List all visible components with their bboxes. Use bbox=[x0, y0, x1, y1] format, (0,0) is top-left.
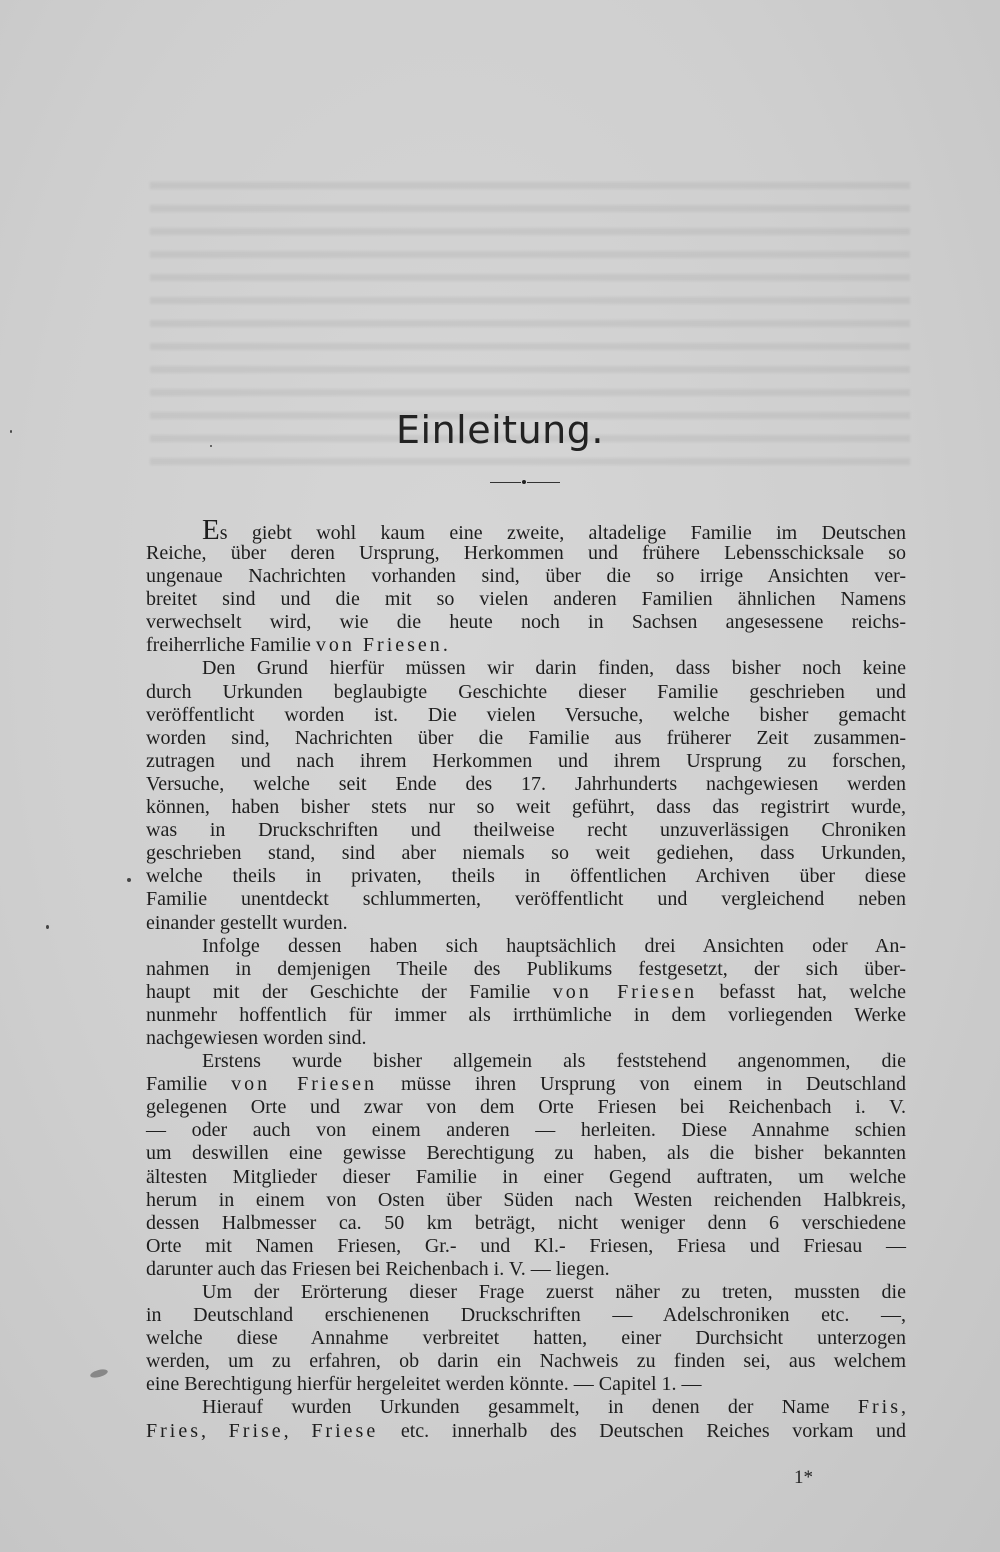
text-line bbox=[146, 1027, 906, 1050]
text-run: Hierauf wurden Urkunden gesammelt, in denen der Name bbox=[202, 1396, 858, 1419]
text-run: nunmehr hoffentlich für immer als irrthümliche in dem vorliegenden Werke bbox=[146, 1003, 906, 1026]
text-line bbox=[146, 842, 906, 865]
text-run: um deswillen eine gewisse Berechtigung zu haben, als die bisher bekannten bbox=[146, 1142, 906, 1165]
ink-speck bbox=[210, 445, 212, 447]
text-run: darunter auch das Friesen bei Reichenbach i. V. — liegen. bbox=[146, 1257, 610, 1280]
ink-speck bbox=[127, 878, 131, 882]
text-run: Infolge dessen haben sich hauptsächlich drei Ansichten oder An- bbox=[202, 934, 906, 957]
spaced-name: Frise bbox=[228, 1419, 284, 1442]
text-run: welche theils in privaten, theils in öffentlichen Archiven über diese bbox=[146, 865, 906, 888]
text-run: breitet sind und die mit so vielen anderen Familien ähnlichen Namens bbox=[146, 588, 906, 611]
text-line bbox=[146, 935, 906, 958]
text-line bbox=[146, 1396, 906, 1419]
text-line bbox=[146, 588, 906, 611]
text-run: , bbox=[201, 1419, 229, 1442]
text-run: nahmen in demjenigen Theile des Publikums festgesetzt, der sich über- bbox=[146, 957, 906, 980]
signature-mark: 1* bbox=[794, 1467, 813, 1488]
ink-speck bbox=[46, 925, 49, 929]
text-line bbox=[146, 1189, 906, 1212]
text-line bbox=[146, 1327, 906, 1350]
text-run: Den Grund hierfür müssen wir darin finden, dass bisher noch keine bbox=[202, 657, 906, 680]
text-run: verwechselt wird, wie die heute noch in Sachsen angesessene reichs- bbox=[146, 611, 906, 634]
initial-letter: E bbox=[202, 514, 220, 546]
text-run: . bbox=[442, 634, 448, 657]
text-line bbox=[146, 681, 906, 704]
text-run: etc. innerhalb des Deutschen Reiches vorkam und bbox=[378, 1419, 907, 1442]
text-line bbox=[146, 1235, 906, 1258]
text-line bbox=[146, 565, 906, 588]
text-run: befasst hat, welche bbox=[697, 980, 906, 1003]
text-run: , bbox=[283, 1419, 312, 1442]
paragraph bbox=[146, 1050, 906, 1281]
text-run: nachgewiesen worden sind. bbox=[146, 1026, 367, 1049]
text-run: eine Berechtigung hierfür hergeleitet werden könnte. — Capitel 1. — bbox=[146, 1373, 702, 1396]
text-run: einander gestellt wurden. bbox=[146, 911, 348, 934]
spaced-name: Fris bbox=[857, 1396, 901, 1419]
text-line bbox=[146, 727, 906, 750]
text-run: geschrieben stand, sind aber niemals so weit gediehen, dass Urkunden, bbox=[146, 842, 906, 865]
spaced-name: von Friesen bbox=[552, 980, 698, 1003]
paragraph bbox=[146, 935, 906, 1050]
text-line bbox=[146, 1142, 906, 1165]
text-run: in Deutschland erschienenen Druckschriften — Adelschroniken etc. —, bbox=[146, 1304, 906, 1327]
spaced-name: von Friesen bbox=[315, 634, 443, 657]
text-line bbox=[146, 634, 906, 657]
text-run: haupt mit der Geschichte der Familie bbox=[146, 980, 553, 1003]
text-line bbox=[146, 1050, 906, 1073]
text-line bbox=[146, 704, 906, 727]
text-line bbox=[146, 958, 906, 981]
text-run: Um der Erörterung dieser Frage zuerst näher zu treten, mussten die bbox=[202, 1281, 906, 1303]
spaced-name: Friese bbox=[311, 1419, 379, 1442]
text-run: welche diese Annahme verbreitet hatten, einer Durchsicht unterzogen bbox=[146, 1327, 906, 1350]
text-line bbox=[146, 542, 906, 565]
text-run: durch Urkunden beglaubigte Geschichte dieser Familie geschrieben und bbox=[146, 680, 906, 703]
paragraph bbox=[146, 657, 906, 934]
text-line bbox=[146, 1420, 906, 1443]
text-run: s giebt wohl kaum eine zweite, altadelige Familie im Deutschen bbox=[219, 522, 906, 544]
paragraph bbox=[146, 1396, 906, 1442]
text-run: worden sind, Nachrichten über die Familie aus früherer Zeit zusammen- bbox=[146, 726, 906, 749]
ink-speck bbox=[10, 430, 12, 433]
text-line bbox=[146, 657, 906, 680]
text-line bbox=[146, 750, 906, 773]
text-line bbox=[146, 1212, 906, 1235]
text-run: dessen Halbmesser ca. 50 km beträgt, nicht weniger denn 6 verschiedene bbox=[146, 1211, 906, 1234]
text-line bbox=[146, 796, 906, 819]
text-line bbox=[146, 981, 906, 1004]
text-run: ungenaue Nachrichten vorhanden sind, über die so irrige Ansichten ver- bbox=[146, 565, 906, 588]
text-line bbox=[146, 888, 906, 911]
text-run: freiherrliche Familie bbox=[146, 634, 316, 657]
text-line bbox=[146, 912, 906, 935]
text-run: , bbox=[901, 1396, 906, 1419]
text-run: zutragen und nach ihrem Herkommen und ihrem Ursprung zu forschen, bbox=[146, 749, 906, 772]
text-run: veröffentlicht worden ist. Die vielen Versuche, welche bisher gemacht bbox=[146, 703, 906, 726]
text-line bbox=[146, 1304, 906, 1327]
text-line bbox=[146, 1004, 906, 1027]
page-title: Einleitung. bbox=[396, 408, 604, 452]
text-run: herum in einem von Osten über Süden nach Westen reichenden Halbkreis, bbox=[146, 1188, 906, 1211]
text-line bbox=[146, 773, 906, 796]
ink-smudge bbox=[89, 1368, 108, 1379]
spaced-name: Fries bbox=[146, 1419, 201, 1442]
text-run: Familie bbox=[146, 1073, 232, 1096]
text-run: — oder auch von einem anderen — herleiten. Diese Annahme schien bbox=[146, 1119, 906, 1142]
text-run: Reiche, über deren Ursprung, Herkommen und frühere Lebensschicksale so bbox=[146, 542, 906, 564]
text-line bbox=[146, 514, 906, 546]
text-line bbox=[146, 1258, 906, 1281]
text-line bbox=[146, 1119, 906, 1142]
text-line bbox=[146, 819, 906, 842]
spaced-name: von Friesen bbox=[231, 1073, 377, 1096]
text-line bbox=[146, 1281, 906, 1304]
text-line bbox=[146, 1373, 906, 1396]
body-text bbox=[146, 515, 906, 1443]
text-line bbox=[146, 1166, 906, 1189]
text-line bbox=[146, 1073, 906, 1096]
text-run: Orte mit Namen Friesen, Gr.- und Kl.- Friesen, Friesa und Friesau — bbox=[146, 1234, 906, 1257]
title-ornament bbox=[490, 480, 560, 486]
text-line bbox=[146, 1096, 906, 1119]
text-run: was in Druckschriften und theilweise recht unzuverlässigen Chroniken bbox=[146, 819, 906, 842]
text-run: Familie unentdeckt schlummerten, veröffentlicht und vergleichend neben bbox=[146, 888, 906, 911]
text-run: gelegenen Orte und zwar von dem Orte Friesen bei Reichenbach i. V. bbox=[146, 1096, 906, 1119]
text-line bbox=[146, 1350, 906, 1373]
text-run: können, haben bisher stets nur so weit geführt, dass das registrirt wurde, bbox=[146, 796, 906, 819]
text-run: Versuche, welche seit Ende des 17. Jahrhunderts nachgewiesen werden bbox=[146, 772, 906, 795]
text-run: müsse ihren Ursprung von einem in Deutschland bbox=[376, 1073, 906, 1096]
paragraph bbox=[146, 1281, 906, 1396]
text-line bbox=[146, 611, 906, 634]
text-run: werden, um zu erfahren, ob darin ein Nachweis zu finden sei, aus welchem bbox=[146, 1350, 906, 1373]
paragraph bbox=[146, 515, 906, 657]
text-run: ältesten Mitglieder dieser Familie in einer Gegend auftraten, um welche bbox=[146, 1165, 906, 1188]
text-line bbox=[146, 865, 906, 888]
text-run: Erstens wurde bisher allgemein als feststehend angenommen, die bbox=[202, 1050, 906, 1073]
